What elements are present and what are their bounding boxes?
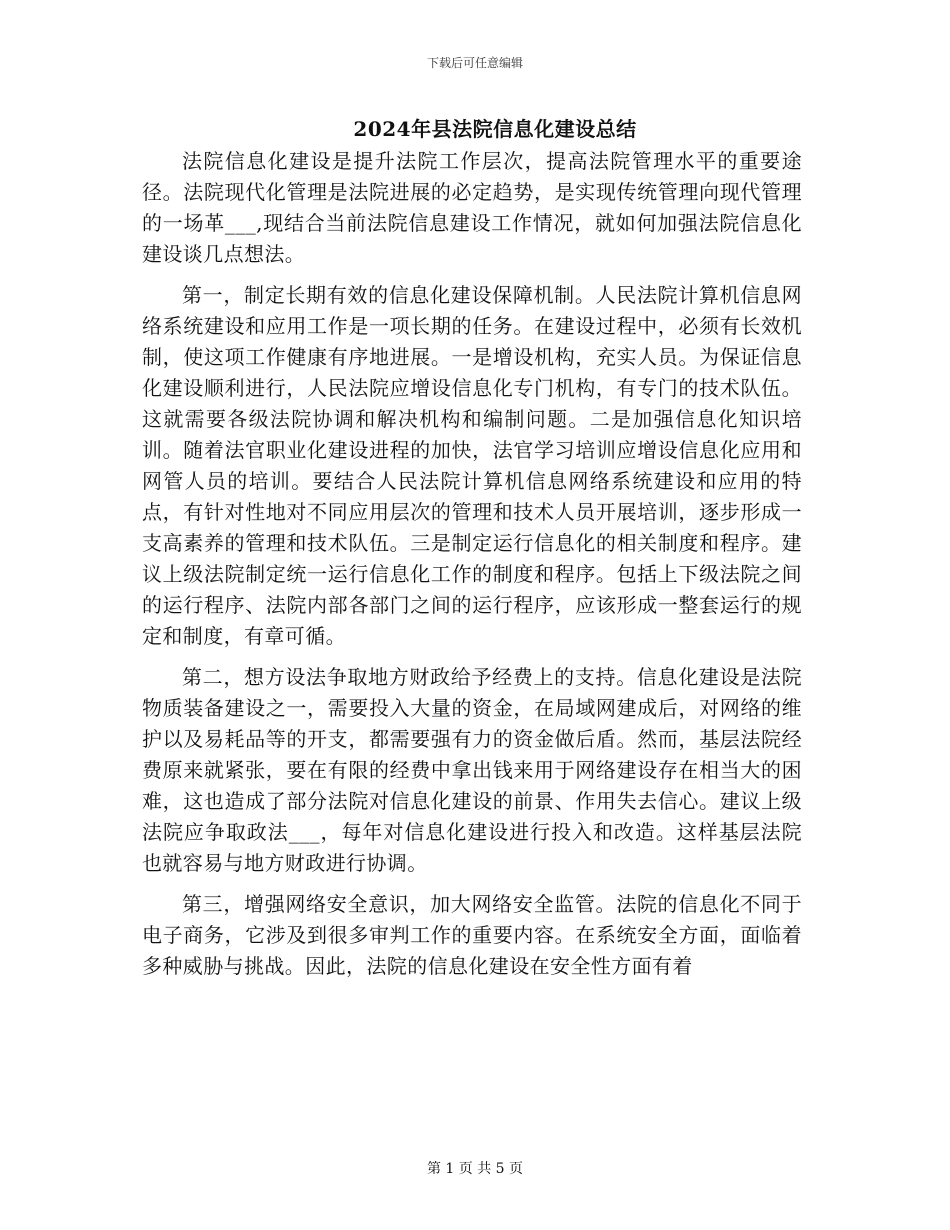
paragraph-intro: 法院信息化建设是提升法院工作层次，提高法院管理水平的重要途径。法院现代化管理是法院进展的必定趋势，是实现传统管理向现代管理的一场革___,现结合当前法院信息建设工作情况，就如何加强法院信息化建设谈几点想法。	[142, 149, 802, 266]
document-body	[142, 146, 802, 982]
page-header-note: 下载后可任意编辑	[426, 56, 523, 70]
page-number: 第 1 页 共 5 页	[426, 1161, 524, 1177]
paragraph-third: 第三，增强网络安全意识，加大网络安全监管。法院的信息化不同于电子商务，它涉及到很多审判工作的重要内容。在系统安全方面，面临着多种威胁与挑战。因此，法院的信息化建设在安全性方面有着	[142, 892, 802, 978]
paragraph-first: 第一，制定长期有效的信息化建设保障机制。人民法院计算机信息网络系统建设和应用工作是一项长期的任务。在建设过程中，必须有长效机制，使这项工作健康有序地进展。一是增设机构，充实人员。为保证信息化建设顺利进行，人民法院应增设信息化专门机构，有专门的技术队伍。这就需要各级法院协调和解决机构和编制问题。二是加强信息化知识培训。随着法官职业化建设进程的加快，法官学习培训应增设信息化应用和网管人员的培训。要结合人民法院计算机信息网络系统建设和应用的特点，有针对性地对不同应用层次的管理和技术人员开展培训，逐步形成一支高素养的管理和技术队伍。三是制定运行信息化的相关制度和程序。建议上级法院制定统一运行信息化工作的制度和程序。包括上下级法院之间的运行程序、法院内部各部门之间的运行程序，应该形成一整套运行的规定和制度，有章可循。	[142, 283, 802, 648]
paragraph-second: 第二，想方设法争取地方财政给予经费上的支持。信息化建设是法院物质装备建设之一，需要投入大量的资金，在局域网建成后，对网络的维护以及易耗品等的开支，都需要强有力的资金做后盾。然而，基层法院经费原来就紧张，要在有限的经费中拿出钱来用于网络建设存在相当大的困难，这也造成了部分法院对信息化建设的前景、作用失去信心。建议上级法院应争取政法___，每年对信息化建设进行投入和改造。这样基层法院也就容易与地方财政进行协调。	[142, 665, 802, 875]
document-title: 2024年县法院信息化建设总结	[353, 117, 637, 141]
